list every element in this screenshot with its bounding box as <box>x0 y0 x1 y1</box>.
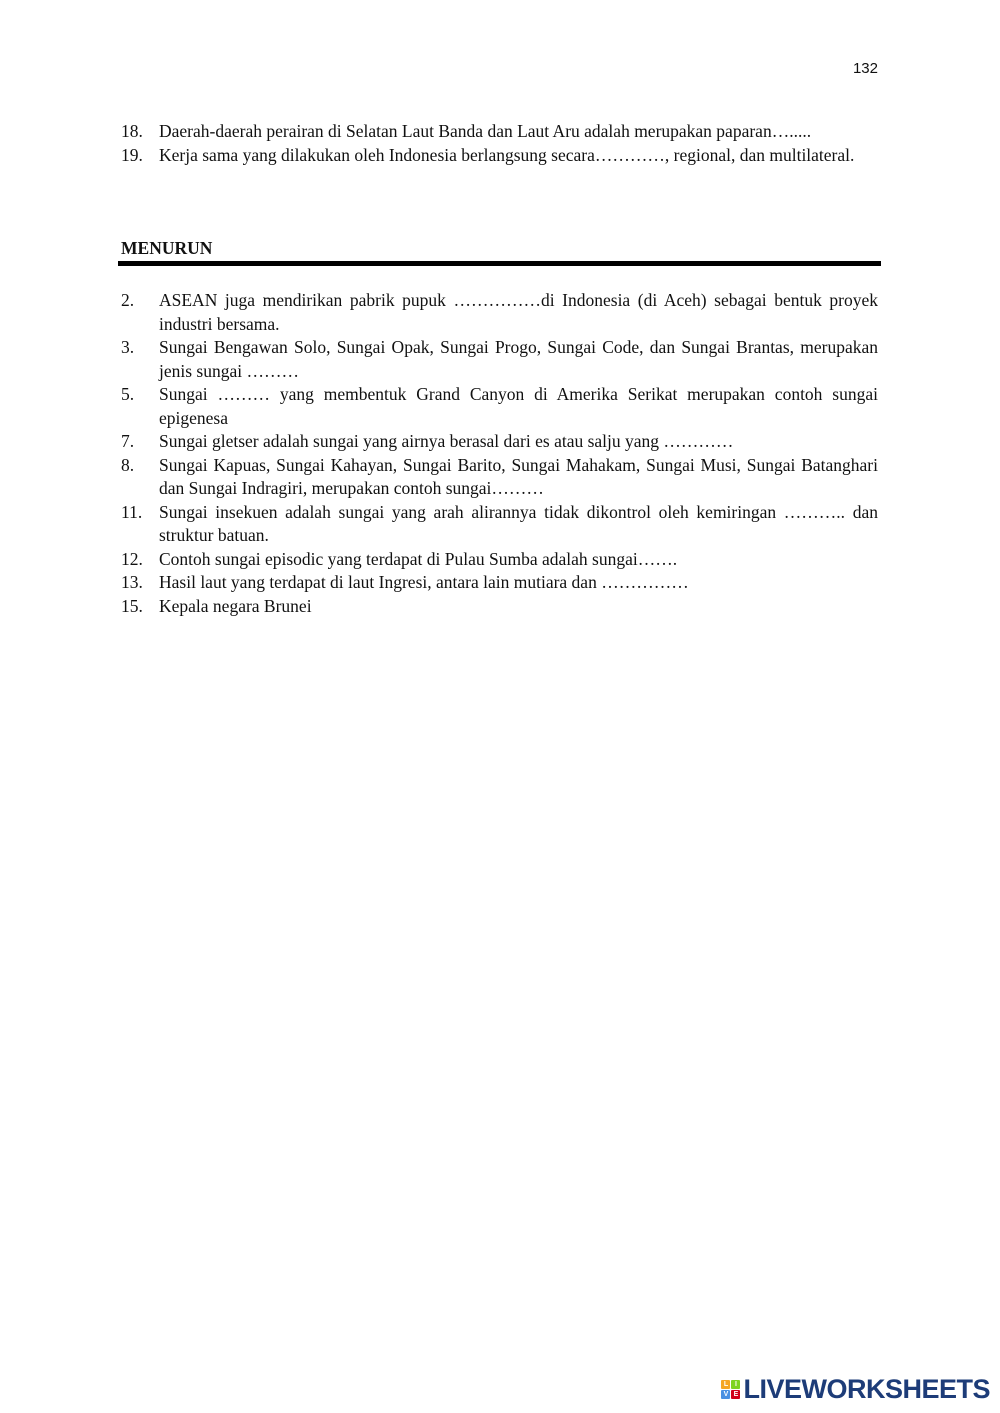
clue-number: 7. <box>121 431 135 451</box>
clue-item <box>121 454 878 501</box>
clue-text: Contoh sungai episodic yang terdapat di Pulau Sumba adalah sungai……. <box>159 548 678 569</box>
section-heading: MENURUN <box>121 238 213 258</box>
clue-text: Sungai gletser adalah sungai yang airnya berasal dari es atau salju yang ………… <box>159 431 734 451</box>
down-clue-list <box>121 289 878 618</box>
liveworksheets-logo-icon <box>721 1380 740 1399</box>
clue-item <box>121 571 878 595</box>
logo-mark-letter: E <box>731 1390 740 1399</box>
clue-item <box>121 501 878 548</box>
logo-mark-letter: L <box>721 1380 730 1389</box>
clue-number: 18. <box>121 121 143 141</box>
clue-item <box>121 144 878 168</box>
clue-item <box>121 430 878 454</box>
clue-number: 11. <box>121 501 143 522</box>
clue-number: 5. <box>121 384 135 404</box>
clue-text: ASEAN juga mendirikan pabrik pupuk ……………di Indonesia (di Aceh) sebagai bentuk proyek industri bersama. <box>159 290 878 334</box>
clue-text: Daerah-daerah perairan di Selatan Laut Banda dan Laut Aru adalah merupakan paparan…..... <box>159 121 812 141</box>
clue-item <box>121 289 878 336</box>
clue-item <box>121 120 878 144</box>
clue-text: Sungai ……… yang membentuk Grand Canyon di Amerika Serikat merupakan contoh sungai epigenesa <box>159 384 878 428</box>
clue-item <box>121 336 878 383</box>
logo-mark-letter: I <box>731 1380 740 1389</box>
clue-text: Sungai insekuen adalah sungai yang arah alirannya tidak dikontrol oleh kemiringan ……….. dan struktur batuan. <box>159 501 878 545</box>
clue-number: 13. <box>121 572 143 592</box>
clue-text: Sungai Bengawan Solo, Sungai Opak, Sungai Progo, Sungai Code, dan Sungai Brantas, merupakan jenis sungai ……… <box>159 337 878 381</box>
across-clue-list <box>121 120 878 167</box>
clue-text: Kerja sama yang dilakukan oleh Indonesia berlangsung secara…………, regional, dan multilateral. <box>159 144 855 165</box>
clue-number: 12. <box>121 548 143 569</box>
clue-text: Hasil laut yang terdapat di laut Ingresi, antara lain mutiara dan …………… <box>159 572 689 592</box>
clue-number: 3. <box>121 337 135 357</box>
clue-text: Sungai Kapuas, Sungai Kahayan, Sungai Barito, Sungai Mahakam, Sungai Musi, Sungai Batanghari dan Sungai Indragiri, merupakan contoh sungai……… <box>159 454 878 498</box>
clue-number: 15. <box>121 595 143 616</box>
clue-number: 2. <box>121 290 135 310</box>
section-divider <box>118 261 881 266</box>
logo-mark-letter: V <box>721 1390 730 1399</box>
clue-item <box>121 595 878 619</box>
clue-number: 19. <box>121 144 143 165</box>
liveworksheets-logo <box>721 1374 990 1405</box>
page-number: 132 <box>852 60 878 77</box>
clue-number: 8. <box>121 454 135 475</box>
clue-item <box>121 383 878 430</box>
clue-text: Kepala negara Brunei <box>159 595 312 616</box>
clue-item <box>121 548 878 572</box>
liveworksheets-logo-text: LIVEWORKSHEETS <box>743 1374 990 1404</box>
